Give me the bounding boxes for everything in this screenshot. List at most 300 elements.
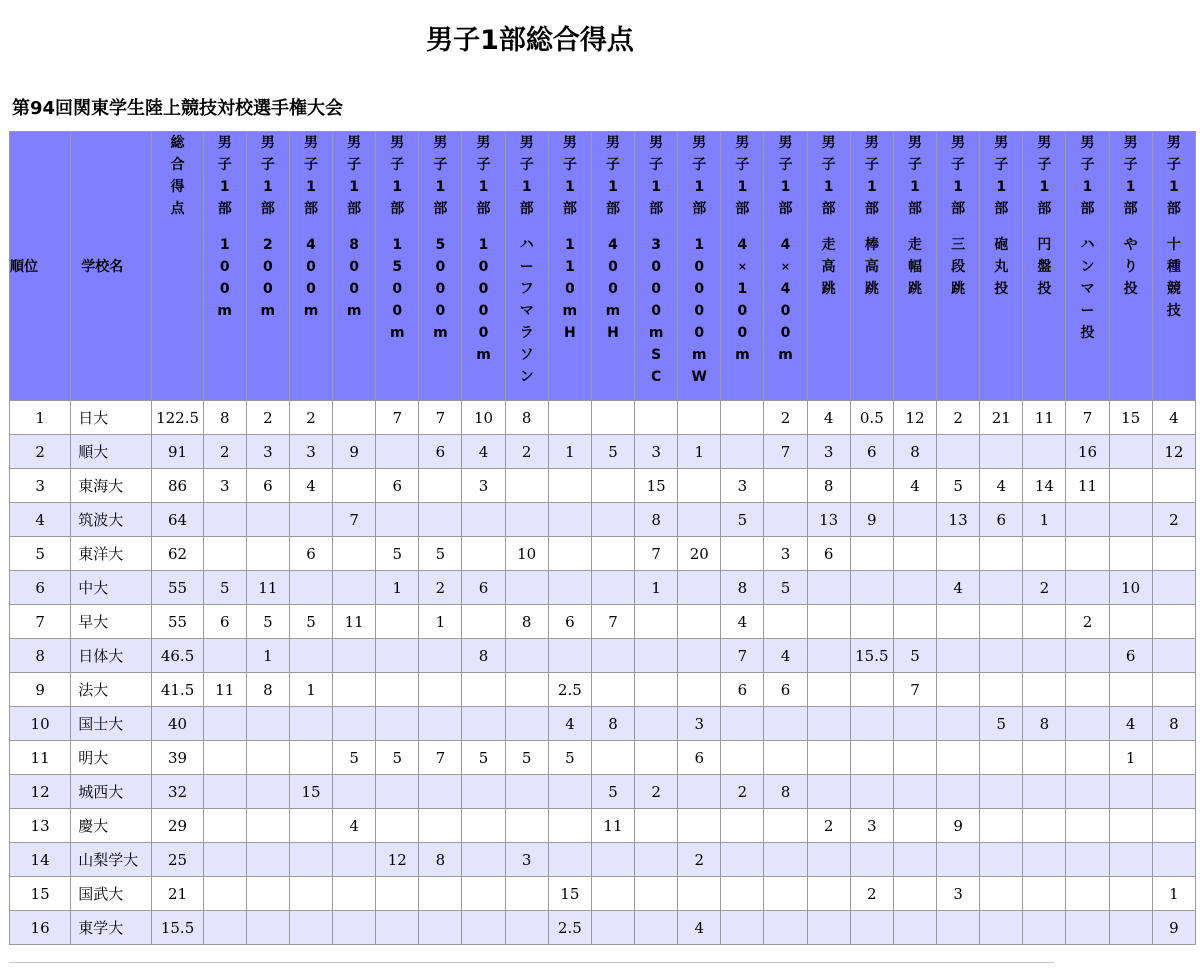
score-cell	[506, 673, 549, 707]
score-cell: 5	[247, 605, 290, 639]
score-cell	[333, 775, 376, 809]
score-cell	[506, 503, 549, 537]
score-cell	[1153, 809, 1196, 843]
score-cell: 6	[808, 537, 851, 571]
score-cell	[204, 877, 247, 911]
score-cell	[376, 503, 419, 537]
score-cell: 1	[635, 571, 678, 605]
score-cell	[635, 605, 678, 639]
score-cell: 5	[376, 741, 419, 775]
score-cell	[592, 401, 635, 435]
score-cell	[1110, 673, 1153, 707]
score-cell: 13	[808, 503, 851, 537]
score-cell	[462, 707, 505, 741]
total-cell: 21	[152, 877, 203, 911]
score-cell	[290, 877, 333, 911]
score-cell	[1023, 911, 1066, 945]
score-cell: 8	[721, 571, 764, 605]
score-cell	[204, 537, 247, 571]
score-cell	[290, 571, 333, 605]
score-cell: 7	[764, 435, 807, 469]
score-cell	[721, 809, 764, 843]
score-cell: 3	[290, 435, 333, 469]
score-cell: 2	[808, 809, 851, 843]
score-cell	[678, 571, 721, 605]
score-cell	[764, 605, 807, 639]
score-cell	[462, 537, 505, 571]
school-cell: 早大	[71, 605, 152, 639]
header-event: 男 子 1 部 2 0 0 m	[247, 132, 290, 401]
score-cell: 4	[462, 435, 505, 469]
score-cell: 11	[333, 605, 376, 639]
score-cell	[894, 741, 937, 775]
score-cell: 12	[376, 843, 419, 877]
table-row	[10, 469, 1196, 503]
school-cell: 東学大	[71, 911, 152, 945]
score-cell: 8	[506, 401, 549, 435]
header-event: 男 子 1 部 4 × 1 0 0 m	[721, 132, 764, 401]
score-cell	[894, 503, 937, 537]
score-cell	[851, 741, 894, 775]
score-cell	[808, 707, 851, 741]
score-cell	[549, 469, 592, 503]
score-cell: 8	[506, 605, 549, 639]
score-cell	[937, 673, 980, 707]
score-cell	[419, 911, 462, 945]
score-cell	[808, 673, 851, 707]
score-cell	[1023, 537, 1066, 571]
total-cell: 86	[152, 469, 203, 503]
score-cell: 2	[247, 401, 290, 435]
school-cell: 東海大	[71, 469, 152, 503]
score-cell	[851, 775, 894, 809]
score-cell: 2	[764, 401, 807, 435]
score-cell	[764, 707, 807, 741]
table-row	[10, 877, 1196, 911]
score-cell	[764, 843, 807, 877]
score-cell	[333, 537, 376, 571]
header-rank: 順位	[10, 132, 71, 401]
score-cell: 8	[808, 469, 851, 503]
score-cell: 6	[462, 571, 505, 605]
header-event: 男 子 1 部 十 種 競 技	[1153, 132, 1196, 401]
score-cell	[419, 809, 462, 843]
score-cell	[980, 673, 1023, 707]
score-cell: 2.5	[549, 911, 592, 945]
total-cell: 40	[152, 707, 203, 741]
school-cell: 国士大	[71, 707, 152, 741]
score-cell: 5	[721, 503, 764, 537]
table-row	[10, 605, 1196, 639]
score-cell: 5	[764, 571, 807, 605]
rank-cell: 14	[10, 843, 71, 877]
score-cell: 2	[1023, 571, 1066, 605]
table-row	[10, 571, 1196, 605]
score-cell: 7	[333, 503, 376, 537]
score-body	[10, 401, 1196, 945]
score-cell	[1153, 571, 1196, 605]
score-cell	[333, 401, 376, 435]
score-cell	[506, 775, 549, 809]
score-cell: 5	[506, 741, 549, 775]
score-cell	[419, 775, 462, 809]
score-cell	[204, 775, 247, 809]
rank-cell: 4	[10, 503, 71, 537]
table-row	[10, 741, 1196, 775]
score-cell	[549, 503, 592, 537]
score-cell: 11	[204, 673, 247, 707]
score-cell	[894, 707, 937, 741]
score-cell	[937, 775, 980, 809]
header-event: 男 子 1 部 8 0 0 m	[333, 132, 376, 401]
score-cell	[937, 435, 980, 469]
score-cell: 6	[1110, 639, 1153, 673]
score-cell	[204, 911, 247, 945]
score-cell	[204, 741, 247, 775]
table-row	[10, 639, 1196, 673]
score-cell	[419, 469, 462, 503]
school-cell: 日大	[71, 401, 152, 435]
score-cell	[678, 605, 721, 639]
score-cell	[1066, 741, 1109, 775]
score-cell	[721, 877, 764, 911]
score-cell	[678, 639, 721, 673]
score-cell	[290, 503, 333, 537]
score-cell: 6	[678, 741, 721, 775]
score-cell: 11	[247, 571, 290, 605]
school-cell: 東洋大	[71, 537, 152, 571]
score-cell: 8	[462, 639, 505, 673]
table-row	[10, 809, 1196, 843]
table-row	[10, 435, 1196, 469]
score-cell	[1066, 911, 1109, 945]
score-cell: 9	[1153, 911, 1196, 945]
score-cell	[592, 843, 635, 877]
score-cell	[678, 401, 721, 435]
score-cell	[247, 741, 290, 775]
header-row	[10, 132, 1196, 401]
score-cell	[1153, 673, 1196, 707]
score-cell: 4	[290, 469, 333, 503]
score-cell	[851, 571, 894, 605]
header-event: 男 子 1 部 4 0 0 m	[290, 132, 333, 401]
total-cell: 64	[152, 503, 203, 537]
score-cell	[808, 639, 851, 673]
score-cell	[462, 843, 505, 877]
score-cell	[721, 435, 764, 469]
score-cell: 2	[635, 775, 678, 809]
score-cell: 1	[247, 639, 290, 673]
score-cell	[1023, 673, 1066, 707]
score-cell	[247, 911, 290, 945]
score-cell: 5	[376, 537, 419, 571]
rank-cell: 5	[10, 537, 71, 571]
score-cell	[851, 911, 894, 945]
score-cell: 2	[204, 435, 247, 469]
score-cell	[894, 911, 937, 945]
score-cell	[419, 707, 462, 741]
score-cell	[678, 775, 721, 809]
table-row	[10, 537, 1196, 571]
score-cell: 8	[204, 401, 247, 435]
score-cell	[764, 877, 807, 911]
score-cell: 2	[937, 401, 980, 435]
score-cell: 11	[1023, 401, 1066, 435]
score-cell: 9	[937, 809, 980, 843]
score-cell	[506, 809, 549, 843]
header-event: 男 子 1 部 5 0 0 0 m	[419, 132, 462, 401]
score-cell: 5	[549, 741, 592, 775]
score-cell	[1066, 639, 1109, 673]
score-cell	[549, 775, 592, 809]
score-cell: 5	[204, 571, 247, 605]
score-cell	[980, 605, 1023, 639]
header-event: 男 子 1 部 走 高 跳	[808, 132, 851, 401]
score-cell: 2	[678, 843, 721, 877]
score-cell: 9	[333, 435, 376, 469]
score-cell	[549, 401, 592, 435]
score-cell: 4	[333, 809, 376, 843]
score-cell: 2	[851, 877, 894, 911]
score-cell: 12	[894, 401, 937, 435]
page-title: 男子1部総合得点	[426, 25, 634, 56]
score-cell	[592, 639, 635, 673]
score-cell	[1110, 877, 1153, 911]
score-cell: 13	[937, 503, 980, 537]
score-cell	[506, 877, 549, 911]
score-cell	[549, 809, 592, 843]
score-cell: 8	[419, 843, 462, 877]
score-cell	[1153, 775, 1196, 809]
rank-cell: 16	[10, 911, 71, 945]
score-cell	[721, 537, 764, 571]
score-cell	[204, 503, 247, 537]
score-cell	[247, 877, 290, 911]
score-cell: 7	[635, 537, 678, 571]
table-row	[10, 775, 1196, 809]
score-cell: 6	[376, 469, 419, 503]
score-cell	[937, 741, 980, 775]
score-cell	[204, 639, 247, 673]
score-cell: 3	[635, 435, 678, 469]
rank-cell: 15	[10, 877, 71, 911]
total-cell: 32	[152, 775, 203, 809]
rank-cell: 13	[10, 809, 71, 843]
score-cell	[333, 673, 376, 707]
table-row	[10, 673, 1196, 707]
total-cell: 15.5	[152, 911, 203, 945]
score-cell: 5	[894, 639, 937, 673]
score-cell	[808, 843, 851, 877]
rank-cell: 8	[10, 639, 71, 673]
score-cell	[980, 435, 1023, 469]
score-cell	[1110, 537, 1153, 571]
score-cell	[419, 673, 462, 707]
score-cell: 1	[290, 673, 333, 707]
score-cell: 8	[894, 435, 937, 469]
score-cell: 21	[980, 401, 1023, 435]
score-cell	[808, 741, 851, 775]
score-cell	[419, 877, 462, 911]
score-cell	[894, 605, 937, 639]
score-cell	[1066, 673, 1109, 707]
score-cell: 5	[980, 707, 1023, 741]
score-cell	[851, 469, 894, 503]
score-cell	[1066, 537, 1109, 571]
score-cell	[980, 775, 1023, 809]
school-cell: 国武大	[71, 877, 152, 911]
score-cell: 1	[376, 571, 419, 605]
event-title: 第94回関東学生陸上競技対校選手権大会	[12, 98, 344, 119]
score-cell: 8	[635, 503, 678, 537]
score-cell	[376, 435, 419, 469]
score-cell	[1066, 843, 1109, 877]
score-cell: 3	[678, 707, 721, 741]
header-event: 男 子 1 部 や り 投	[1110, 132, 1153, 401]
score-cell	[1110, 809, 1153, 843]
score-cell: 16	[1066, 435, 1109, 469]
bottom-divider	[9, 962, 1054, 963]
score-cell	[1066, 707, 1109, 741]
score-cell	[937, 843, 980, 877]
score-cell	[721, 401, 764, 435]
header-total: 総 合 得 点	[152, 132, 203, 401]
score-cell	[721, 843, 764, 877]
score-cell	[247, 843, 290, 877]
score-cell	[247, 707, 290, 741]
header-event: 男 子 1 部 3 0 0 0 m S C	[635, 132, 678, 401]
score-cell	[376, 707, 419, 741]
score-cell	[247, 809, 290, 843]
score-cell: 3	[506, 843, 549, 877]
score-cell: 6	[549, 605, 592, 639]
score-cell	[980, 911, 1023, 945]
score-cell: 8	[592, 707, 635, 741]
score-cell	[1153, 843, 1196, 877]
total-cell: 29	[152, 809, 203, 843]
rank-cell: 12	[10, 775, 71, 809]
score-cell	[290, 843, 333, 877]
score-cell	[419, 503, 462, 537]
total-cell: 25	[152, 843, 203, 877]
score-cell	[851, 673, 894, 707]
score-cell	[980, 809, 1023, 843]
score-cell	[1023, 809, 1066, 843]
total-cell: 91	[152, 435, 203, 469]
score-cell: 8	[764, 775, 807, 809]
score-cell: 3	[937, 877, 980, 911]
score-cell	[462, 503, 505, 537]
score-cell: 7	[1066, 401, 1109, 435]
score-cell: 4	[1110, 707, 1153, 741]
score-cell	[937, 911, 980, 945]
score-cell	[247, 537, 290, 571]
score-cell	[721, 741, 764, 775]
score-cell: 15	[549, 877, 592, 911]
score-cell	[1023, 775, 1066, 809]
score-cell	[808, 877, 851, 911]
header-event: 男 子 1 部 1 0 0 m	[204, 132, 247, 401]
score-cell: 10	[506, 537, 549, 571]
header-event: 男 子 1 部 1 5 0 0 m	[376, 132, 419, 401]
score-cell	[290, 741, 333, 775]
score-cell	[592, 503, 635, 537]
score-cell: 3	[247, 435, 290, 469]
score-cell	[635, 809, 678, 843]
score-cell	[506, 639, 549, 673]
score-cell	[333, 843, 376, 877]
score-cell	[1066, 503, 1109, 537]
score-cell	[333, 639, 376, 673]
score-cell	[204, 843, 247, 877]
score-table	[9, 131, 1196, 945]
header-event: 男 子 1 部 1 0 0 0 0 m W	[678, 132, 721, 401]
score-cell	[549, 843, 592, 877]
rank-cell: 2	[10, 435, 71, 469]
score-cell	[549, 571, 592, 605]
score-cell: 4	[808, 401, 851, 435]
score-cell: 4	[549, 707, 592, 741]
score-cell	[333, 707, 376, 741]
score-cell	[980, 571, 1023, 605]
score-cell	[1110, 435, 1153, 469]
score-cell: 15	[1110, 401, 1153, 435]
score-cell: 2	[1153, 503, 1196, 537]
score-cell	[376, 639, 419, 673]
score-cell: 14	[1023, 469, 1066, 503]
score-cell	[376, 605, 419, 639]
score-cell: 6	[290, 537, 333, 571]
score-cell	[1023, 877, 1066, 911]
score-cell	[1066, 775, 1109, 809]
score-cell	[376, 673, 419, 707]
score-cell	[764, 911, 807, 945]
school-cell: 慶大	[71, 809, 152, 843]
score-cell: 2.5	[549, 673, 592, 707]
score-cell	[376, 775, 419, 809]
score-cell	[894, 775, 937, 809]
score-cell: 7	[592, 605, 635, 639]
score-cell: 4	[721, 605, 764, 639]
score-cell	[1023, 605, 1066, 639]
score-cell: 1	[1023, 503, 1066, 537]
rank-cell: 1	[10, 401, 71, 435]
score-cell	[1066, 877, 1109, 911]
rank-cell: 11	[10, 741, 71, 775]
score-cell	[592, 877, 635, 911]
score-cell: 8	[247, 673, 290, 707]
score-cell: 15.5	[851, 639, 894, 673]
score-cell	[980, 639, 1023, 673]
score-cell: 0.5	[851, 401, 894, 435]
score-cell	[1110, 605, 1153, 639]
score-cell	[635, 707, 678, 741]
score-cell: 11	[1066, 469, 1109, 503]
score-cell	[937, 605, 980, 639]
score-cell: 3	[851, 809, 894, 843]
school-cell: 中大	[71, 571, 152, 605]
score-cell	[764, 503, 807, 537]
score-cell	[333, 469, 376, 503]
table-row	[10, 707, 1196, 741]
score-cell: 10	[1110, 571, 1153, 605]
total-cell: 46.5	[152, 639, 203, 673]
score-cell: 5	[333, 741, 376, 775]
score-cell	[333, 571, 376, 605]
score-cell	[808, 775, 851, 809]
score-cell	[462, 877, 505, 911]
score-cell	[592, 741, 635, 775]
